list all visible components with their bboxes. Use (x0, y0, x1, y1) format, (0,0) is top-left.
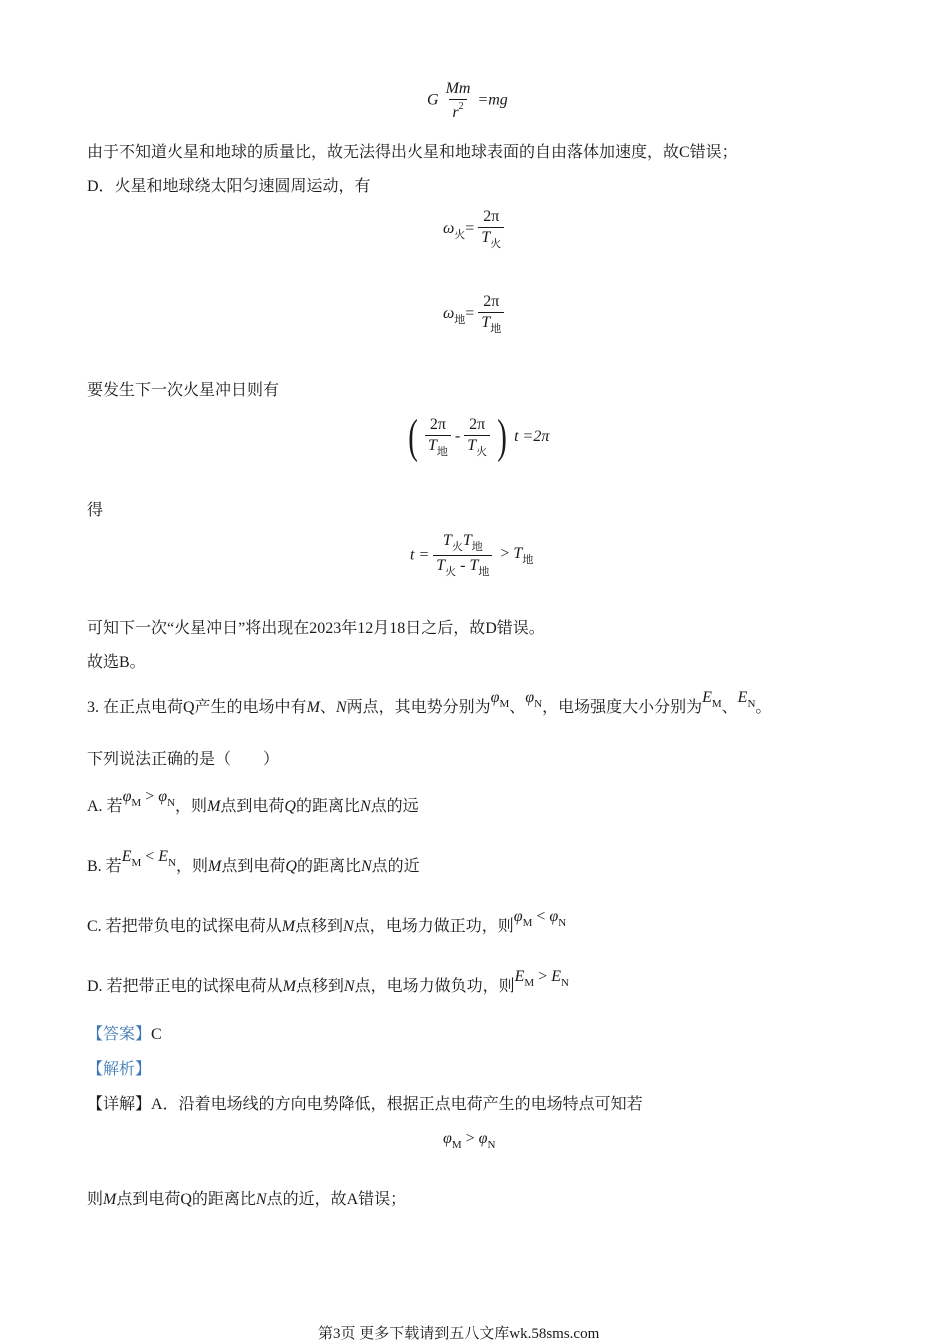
eq-omega-huo-T: T (481, 229, 491, 246)
option-c (87, 908, 567, 944)
eq-t-nb-sub: 地 (471, 541, 483, 553)
q3-stem-b: 两点，其电势分别为 (346, 699, 491, 716)
option-d-E2: E (551, 968, 561, 985)
eq-final-phi2: φ (478, 1130, 488, 1147)
option-b-pre: B. 若 (87, 858, 122, 875)
option-d-M: M (282, 978, 296, 995)
q3-stem (87, 689, 772, 725)
answer-value: C (151, 1026, 162, 1043)
para-final-M: M (103, 1191, 117, 1208)
detail-label: 【详解】 (87, 1096, 152, 1113)
detail-line (87, 1094, 643, 1116)
eq-gravity-G: G (427, 91, 439, 109)
option-a (87, 788, 419, 824)
eq-t-da: T (436, 557, 446, 574)
para-final (87, 1189, 406, 1211)
eq-final-sM: M (451, 1139, 462, 1151)
eq-omega-huo-omega: ω (443, 220, 455, 238)
q3-stem-a: 3. 在正点电荷Q产生的电场中有 (87, 699, 307, 716)
q3-sep1: 、 (319, 699, 336, 716)
option-a-op: > (141, 788, 159, 805)
eq-gravity-frac (443, 80, 474, 122)
option-b-M: M (208, 858, 222, 875)
eq-conjunction (405, 410, 550, 463)
option-b-E2: E (158, 848, 169, 865)
eq-omega-huo-num: 2π (483, 208, 500, 225)
eq-t-gt: > (496, 544, 514, 562)
eq-conj-d1-sub: 地 (436, 445, 448, 458)
q3-stem-c: ，电场强度大小分别为 (542, 699, 703, 716)
option-d-op: > (534, 968, 552, 985)
option-c-M: M (281, 918, 296, 935)
option-c-t1: 点移到 (295, 918, 344, 935)
option-d (87, 968, 569, 1004)
eq-omega-di-T-sub: 地 (490, 323, 502, 335)
para-final-t3: 点的近，故A错误； (266, 1191, 407, 1208)
eq-conj-frac2 (464, 416, 490, 459)
answer-label: 【答案】 (87, 1026, 152, 1043)
option-d-sN: N (560, 977, 569, 989)
option-d-sM: M (524, 977, 535, 989)
option-a-sM: M (131, 797, 142, 809)
eq-final (443, 1130, 495, 1151)
para-next: 要发生下一次火星冲日则有 (87, 382, 280, 399)
eq-conj-d2 (464, 435, 490, 459)
eq-t-frac (433, 532, 492, 579)
eq-t-num (440, 532, 486, 555)
q3-ask: 下列说法正确的是（ ） (87, 751, 280, 768)
option-c-cond (513, 908, 567, 929)
q3-sep3: 、 (721, 699, 738, 716)
eq-t-den (433, 555, 492, 579)
option-d-t1: 点移到 (295, 978, 344, 995)
option-c-phi2: φ (549, 908, 559, 925)
eq-gravity-exp: 2 (458, 101, 464, 112)
q3-phiM-phi: φ (490, 689, 500, 706)
option-b-E1: E (121, 848, 132, 865)
eq-omega-huo-T-sub: 火 (490, 238, 502, 250)
eq-conj-d2-T: T (467, 436, 477, 454)
option-d-pre: D. 若把带正电的试探电荷从 (87, 978, 283, 995)
option-a-t2: 点到电荷 (220, 798, 285, 815)
eq-t-r: T (513, 544, 523, 562)
para-d: D．火星和地球绕太阳匀速圆周运动，有 (87, 178, 371, 195)
eq-final-phi1: φ (443, 1130, 452, 1147)
option-a-M: M (207, 798, 221, 815)
q3-phiN-phi: φ (525, 689, 535, 706)
eq-t-r-sub: 地 (522, 553, 534, 566)
detail-text: A．沿着电场线的方向电势降低，根据正点电荷产生的电场特点可知若 (151, 1096, 643, 1113)
eq-omega-di (443, 293, 504, 336)
eq-omega-huo-sub: 火 (454, 229, 466, 242)
option-b-N: N (360, 858, 372, 875)
eq-conj-n1: 2π (429, 415, 446, 433)
para-de: 得 (87, 502, 104, 519)
option-d-N: N (343, 978, 355, 995)
eq-omega-di-sub: 地 (454, 314, 466, 327)
option-a-N: N (359, 798, 371, 815)
eq-t-da-sub: 火 (445, 566, 457, 578)
option-b-Q: Q (285, 858, 297, 875)
option-a-t1: ，则 (175, 798, 208, 815)
eq-omega-di-omega: ω (443, 305, 455, 323)
eq-conj-d2-sub: 火 (476, 445, 488, 458)
option-a-t4: 点的远 (370, 798, 419, 815)
option-b-t1: ，则 (176, 858, 209, 875)
eq-omega-di-num: 2π (483, 293, 500, 310)
eq-t-na: T (442, 532, 452, 549)
eq-final-op: > (461, 1130, 479, 1147)
option-a-cond (122, 788, 176, 809)
eq-t (410, 532, 533, 579)
option-b-cond (121, 848, 177, 869)
q3-phiM-sub: M (499, 698, 510, 710)
q3-EM-E: E (702, 689, 712, 706)
eq-t-dminus: - (456, 557, 470, 574)
eq-conj-d1 (425, 435, 451, 459)
q3-EM-sub: M (711, 698, 722, 710)
option-c-N: N (343, 918, 354, 935)
para-choose: 故选B。 (87, 654, 146, 671)
right-paren: ) (497, 410, 507, 463)
option-a-phi2: φ (158, 788, 168, 805)
option-d-t2: 点，电场力做负功，则 (354, 978, 515, 995)
eq-t-lhs: t = (410, 546, 430, 564)
option-b-t3: 的距离比 (296, 858, 361, 875)
eq-conj-rhs: t =2π (514, 428, 550, 445)
option-c-op: < (532, 908, 550, 925)
option-a-phi1: φ (122, 788, 132, 805)
eq-t-na-sub: 火 (451, 541, 463, 553)
eq-final-sN: N (487, 1139, 496, 1151)
answer-line (87, 1024, 162, 1046)
option-b-sN: N (168, 857, 177, 869)
q3-EM (702, 689, 722, 710)
option-b-t2: 点到电荷 (221, 858, 286, 875)
eq-gravity-denominator (449, 99, 466, 122)
option-c-phi1: φ (513, 908, 523, 925)
q3-N: N (335, 699, 347, 716)
para-final-t1: 则 (87, 1191, 104, 1208)
eq-conj-n2: 2π (469, 415, 486, 433)
q3-EN-E: E (737, 689, 748, 706)
option-a-Q: Q (284, 798, 296, 815)
para-final-t2: 点到电荷Q的距离比 (116, 1191, 256, 1208)
option-b-sM: M (131, 857, 142, 869)
option-a-pre: A. 若 (87, 798, 123, 815)
analysis-label: 【解析】 (87, 1061, 152, 1078)
option-d-cond (514, 968, 569, 989)
q3-EN-sub: N (747, 698, 756, 710)
eq-t-db: T (469, 557, 479, 574)
q3-EN (737, 689, 756, 710)
eq-conj-minus: - (454, 427, 461, 445)
eq-gravity-r: r (452, 104, 459, 121)
option-a-sN: N (167, 797, 176, 809)
option-c-t2: 点，电场力做正功，则 (353, 918, 514, 935)
option-b (87, 848, 420, 884)
option-b-op: < (141, 848, 159, 865)
para-know: 可知下一次“火星冲日”将出现在2023年12月18日之后，故D错误。 (87, 620, 545, 637)
option-c-sM: M (522, 917, 533, 929)
page-footer: 第3页 更多下载请到五八文库wk.58sms.com (318, 1326, 600, 1342)
eq-omega-huo-den (478, 227, 504, 251)
option-c-sN: N (558, 917, 567, 929)
q3-phiM (490, 689, 510, 710)
eq-omega-huo-eq: = (465, 220, 475, 238)
option-d-E1: E (514, 968, 525, 985)
q3-M: M (306, 699, 320, 716)
eq-omega-huo-frac (478, 208, 504, 251)
eq-omega-di-eq: = (465, 305, 475, 323)
eq-t-db-sub: 地 (478, 566, 490, 578)
eq-gravity (427, 80, 508, 122)
eq-omega-di-T: T (481, 314, 491, 331)
q3-end: 。 (755, 699, 772, 716)
eq-t-nb: T (462, 532, 472, 549)
eq-omega-huo (443, 208, 504, 251)
left-paren: ( (408, 410, 418, 463)
option-a-t3: 的距离比 (295, 798, 360, 815)
eq-omega-di-frac (478, 293, 504, 336)
eq-gravity-numerator: Mm (445, 80, 471, 97)
option-c-pre: C. 若把带负电的试探电荷从 (87, 918, 282, 935)
eq-conj-d1-T: T (427, 436, 437, 454)
eq-omega-di-den (478, 312, 504, 336)
q3-phiN-sub: N (534, 698, 543, 710)
eq-gravity-rhs: =mg (477, 91, 508, 109)
option-b-t4: 点的近 (371, 858, 420, 875)
para-c: 由于不知道火星和地球的质量比，故无法得出火星和地球表面的自由落体加速度，故C错误； (87, 144, 738, 161)
eq-conj-frac1 (425, 416, 451, 459)
q3-phiN (525, 689, 543, 710)
para-final-N: N (255, 1191, 267, 1208)
q3-sep2: 、 (509, 699, 526, 716)
